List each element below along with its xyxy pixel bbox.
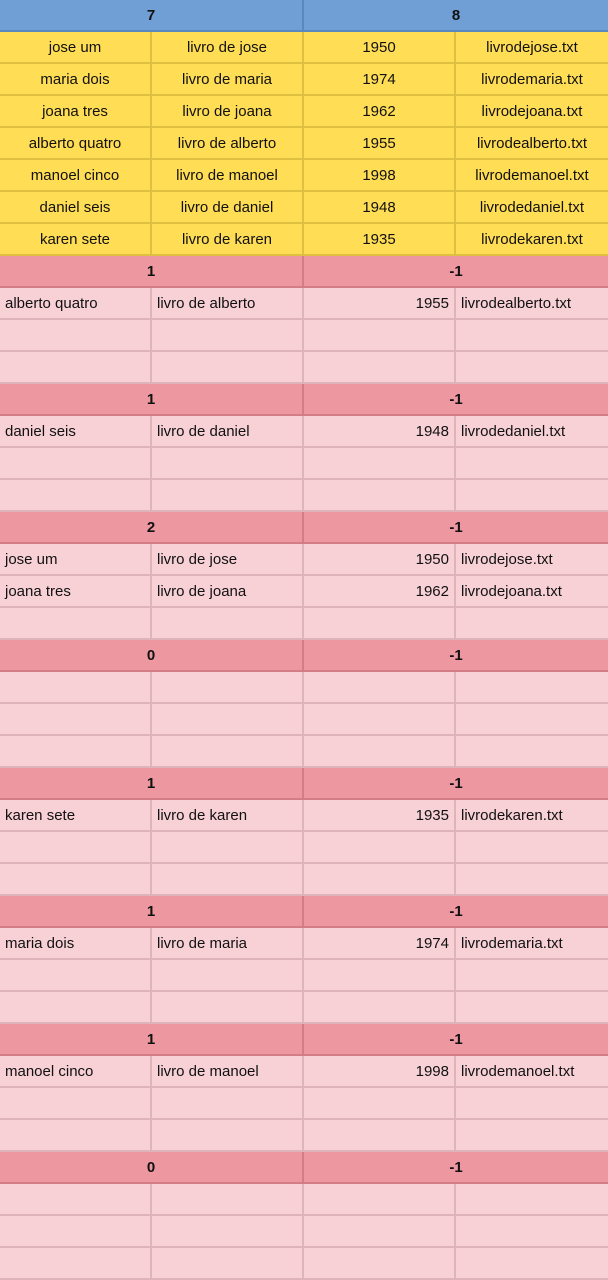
name-cell[interactable]: maria dois (0, 64, 152, 96)
name-cell[interactable] (0, 1248, 152, 1280)
group-header-row (0, 1024, 608, 1056)
year-cell[interactable]: 1998 (304, 160, 456, 192)
name-cell[interactable] (0, 736, 152, 768)
file-cell[interactable]: livrodemanoel.txt (456, 160, 608, 192)
name-cell[interactable]: karen sete (0, 224, 152, 256)
title-cell[interactable] (152, 832, 304, 864)
group-flag-cell[interactable]: -1 (304, 256, 608, 288)
table-row (0, 864, 608, 896)
year-cell[interactable] (304, 480, 456, 512)
year-cell[interactable]: 1962 (304, 96, 456, 128)
year-cell[interactable]: 1955 (304, 288, 456, 320)
table-row (0, 736, 608, 768)
year-cell[interactable] (304, 1216, 456, 1248)
group-count-cell[interactable]: 1 (0, 768, 304, 800)
title-cell[interactable] (152, 704, 304, 736)
year-cell[interactable] (304, 736, 456, 768)
title-cell[interactable]: livro de karen (152, 800, 304, 832)
title-cell[interactable]: livro de maria (152, 928, 304, 960)
name-cell[interactable] (0, 608, 152, 640)
table-row (0, 544, 608, 576)
table-row (0, 352, 608, 384)
group-flag-cell[interactable]: -1 (304, 896, 608, 928)
group-tables (0, 256, 608, 1280)
file-cell[interactable] (456, 1120, 608, 1152)
table-row (0, 608, 608, 640)
title-cell[interactable] (152, 992, 304, 1024)
group-count-cell[interactable]: 0 (0, 640, 304, 672)
title-cell[interactable] (152, 480, 304, 512)
file-cell[interactable] (456, 960, 608, 992)
title-cell[interactable] (152, 864, 304, 896)
file-cell[interactable] (456, 992, 608, 1024)
group-count-cell[interactable]: 1 (0, 256, 304, 288)
group-flag-cell[interactable]: -1 (304, 768, 608, 800)
group-flag-cell[interactable]: -1 (304, 512, 608, 544)
name-cell[interactable] (0, 1184, 152, 1216)
name-cell[interactable] (0, 320, 152, 352)
table-row (0, 320, 608, 352)
table-row (0, 960, 608, 992)
title-cell[interactable] (152, 960, 304, 992)
file-cell[interactable]: livrodealberto.txt (456, 128, 608, 160)
name-cell[interactable] (0, 960, 152, 992)
group-count-cell[interactable]: 0 (0, 1152, 304, 1184)
title-cell[interactable] (152, 672, 304, 704)
year-cell[interactable] (304, 1120, 456, 1152)
file-cell[interactable] (456, 1216, 608, 1248)
title-cell[interactable]: livro de joana (152, 576, 304, 608)
header-row (0, 0, 608, 32)
file-cell[interactable] (456, 480, 608, 512)
year-cell[interactable]: 1974 (304, 928, 456, 960)
table-row (0, 928, 608, 960)
group-count-cell[interactable]: 1 (0, 896, 304, 928)
group-header-row (0, 256, 608, 288)
table-row (0, 128, 608, 160)
year-cell[interactable] (304, 832, 456, 864)
table-row (0, 1088, 608, 1120)
table-row (0, 416, 608, 448)
group-count-cell[interactable]: 1 (0, 384, 304, 416)
name-cell[interactable]: manoel cinco (0, 160, 152, 192)
title-cell[interactable]: livro de joana (152, 96, 304, 128)
table-row (0, 576, 608, 608)
year-cell[interactable] (304, 1248, 456, 1280)
name-cell[interactable]: joana tres (0, 576, 152, 608)
name-cell[interactable]: jose um (0, 32, 152, 64)
table-row (0, 224, 608, 256)
header-cell-left[interactable]: 7 (0, 0, 304, 32)
title-cell[interactable]: livro de alberto (152, 288, 304, 320)
name-cell[interactable] (0, 864, 152, 896)
file-cell[interactable]: livrodealberto.txt (456, 288, 608, 320)
title-cell[interactable] (152, 352, 304, 384)
name-cell[interactable] (0, 448, 152, 480)
group-header-row (0, 768, 608, 800)
year-cell[interactable] (304, 352, 456, 384)
title-cell[interactable] (152, 1248, 304, 1280)
table-row (0, 704, 608, 736)
title-cell[interactable] (152, 320, 304, 352)
title-cell[interactable]: livro de daniel (152, 192, 304, 224)
table-row (0, 992, 608, 1024)
file-cell[interactable]: livrodemanoel.txt (456, 1056, 608, 1088)
table-row (0, 1248, 608, 1280)
name-cell[interactable]: karen sete (0, 800, 152, 832)
file-cell[interactable]: livrodejose.txt (456, 32, 608, 64)
year-cell[interactable] (304, 864, 456, 896)
name-cell[interactable] (0, 1088, 152, 1120)
title-cell[interactable]: livro de jose (152, 32, 304, 64)
group-flag-cell[interactable]: -1 (304, 1024, 608, 1056)
year-cell[interactable]: 1948 (304, 416, 456, 448)
title-cell[interactable] (152, 448, 304, 480)
table-row (0, 832, 608, 864)
title-cell[interactable]: livro de maria (152, 64, 304, 96)
title-cell[interactable] (152, 1184, 304, 1216)
name-cell[interactable]: maria dois (0, 928, 152, 960)
file-cell[interactable]: livrodekaren.txt (456, 224, 608, 256)
header-cell-right[interactable]: 8 (304, 0, 608, 32)
group-header-row (0, 640, 608, 672)
table-row (0, 192, 608, 224)
year-cell[interactable] (304, 320, 456, 352)
file-cell[interactable]: livrodedaniel.txt (456, 192, 608, 224)
year-cell[interactable]: 1950 (304, 544, 456, 576)
title-cell[interactable]: livro de manoel (152, 1056, 304, 1088)
year-cell[interactable]: 1948 (304, 192, 456, 224)
file-cell[interactable]: livrodejoana.txt (456, 576, 608, 608)
name-cell[interactable] (0, 672, 152, 704)
name-cell[interactable] (0, 352, 152, 384)
name-cell[interactable] (0, 832, 152, 864)
table-row (0, 480, 608, 512)
file-cell[interactable] (456, 352, 608, 384)
table-row (0, 32, 608, 64)
main-table (0, 32, 608, 256)
group-header-row (0, 512, 608, 544)
title-cell[interactable]: livro de jose (152, 544, 304, 576)
year-cell[interactable]: 1935 (304, 224, 456, 256)
file-cell[interactable]: livrodejoana.txt (456, 96, 608, 128)
year-cell[interactable] (304, 960, 456, 992)
title-cell[interactable] (152, 608, 304, 640)
name-cell[interactable] (0, 1120, 152, 1152)
group-flag-cell[interactable]: -1 (304, 1152, 608, 1184)
year-cell[interactable] (304, 704, 456, 736)
file-cell[interactable] (456, 832, 608, 864)
year-cell[interactable]: 1974 (304, 64, 456, 96)
name-cell[interactable]: joana tres (0, 96, 152, 128)
group-header-row (0, 1152, 608, 1184)
title-cell[interactable] (152, 1088, 304, 1120)
group-header-row (0, 384, 608, 416)
file-cell[interactable] (456, 1248, 608, 1280)
title-cell[interactable]: livro de karen (152, 224, 304, 256)
year-cell[interactable]: 1935 (304, 800, 456, 832)
file-cell[interactable] (456, 672, 608, 704)
year-cell[interactable]: 1962 (304, 576, 456, 608)
name-cell[interactable]: manoel cinco (0, 1056, 152, 1088)
table-row (0, 672, 608, 704)
file-cell[interactable] (456, 608, 608, 640)
name-cell[interactable] (0, 480, 152, 512)
name-cell[interactable]: alberto quatro (0, 128, 152, 160)
file-cell[interactable] (456, 1088, 608, 1120)
table-row (0, 1184, 608, 1216)
year-cell[interactable] (304, 448, 456, 480)
file-cell[interactable] (456, 704, 608, 736)
year-cell[interactable]: 1955 (304, 128, 456, 160)
file-cell[interactable]: livrodedaniel.txt (456, 416, 608, 448)
name-cell[interactable]: daniel seis (0, 416, 152, 448)
table-row (0, 800, 608, 832)
group-count-cell[interactable]: 2 (0, 512, 304, 544)
title-cell[interactable] (152, 1216, 304, 1248)
year-cell[interactable] (304, 608, 456, 640)
name-cell[interactable]: alberto quatro (0, 288, 152, 320)
year-cell[interactable] (304, 992, 456, 1024)
title-cell[interactable]: livro de daniel (152, 416, 304, 448)
name-cell[interactable]: daniel seis (0, 192, 152, 224)
table-row (0, 64, 608, 96)
year-cell[interactable]: 1998 (304, 1056, 456, 1088)
year-cell[interactable] (304, 1088, 456, 1120)
file-cell[interactable]: livrodejose.txt (456, 544, 608, 576)
group-header-row (0, 896, 608, 928)
file-cell[interactable] (456, 320, 608, 352)
title-cell[interactable] (152, 1120, 304, 1152)
table-row (0, 160, 608, 192)
group-flag-cell[interactable]: -1 (304, 384, 608, 416)
name-cell[interactable]: jose um (0, 544, 152, 576)
table-row (0, 1120, 608, 1152)
name-cell[interactable] (0, 1216, 152, 1248)
year-cell[interactable] (304, 1184, 456, 1216)
file-cell[interactable] (456, 1184, 608, 1216)
group-flag-cell[interactable]: -1 (304, 640, 608, 672)
name-cell[interactable] (0, 704, 152, 736)
file-cell[interactable]: livrodemaria.txt (456, 928, 608, 960)
table-row (0, 1216, 608, 1248)
file-cell[interactable]: livrodemaria.txt (456, 64, 608, 96)
title-cell[interactable]: livro de alberto (152, 128, 304, 160)
title-cell[interactable]: livro de manoel (152, 160, 304, 192)
year-cell[interactable] (304, 672, 456, 704)
file-cell[interactable] (456, 864, 608, 896)
table-row (0, 1056, 608, 1088)
file-cell[interactable]: livrodekaren.txt (456, 800, 608, 832)
table-row (0, 96, 608, 128)
file-cell[interactable] (456, 448, 608, 480)
file-cell[interactable] (456, 736, 608, 768)
group-count-cell[interactable]: 1 (0, 1024, 304, 1056)
title-cell[interactable] (152, 736, 304, 768)
name-cell[interactable] (0, 992, 152, 1024)
table-row (0, 288, 608, 320)
year-cell[interactable]: 1950 (304, 32, 456, 64)
table-row (0, 448, 608, 480)
